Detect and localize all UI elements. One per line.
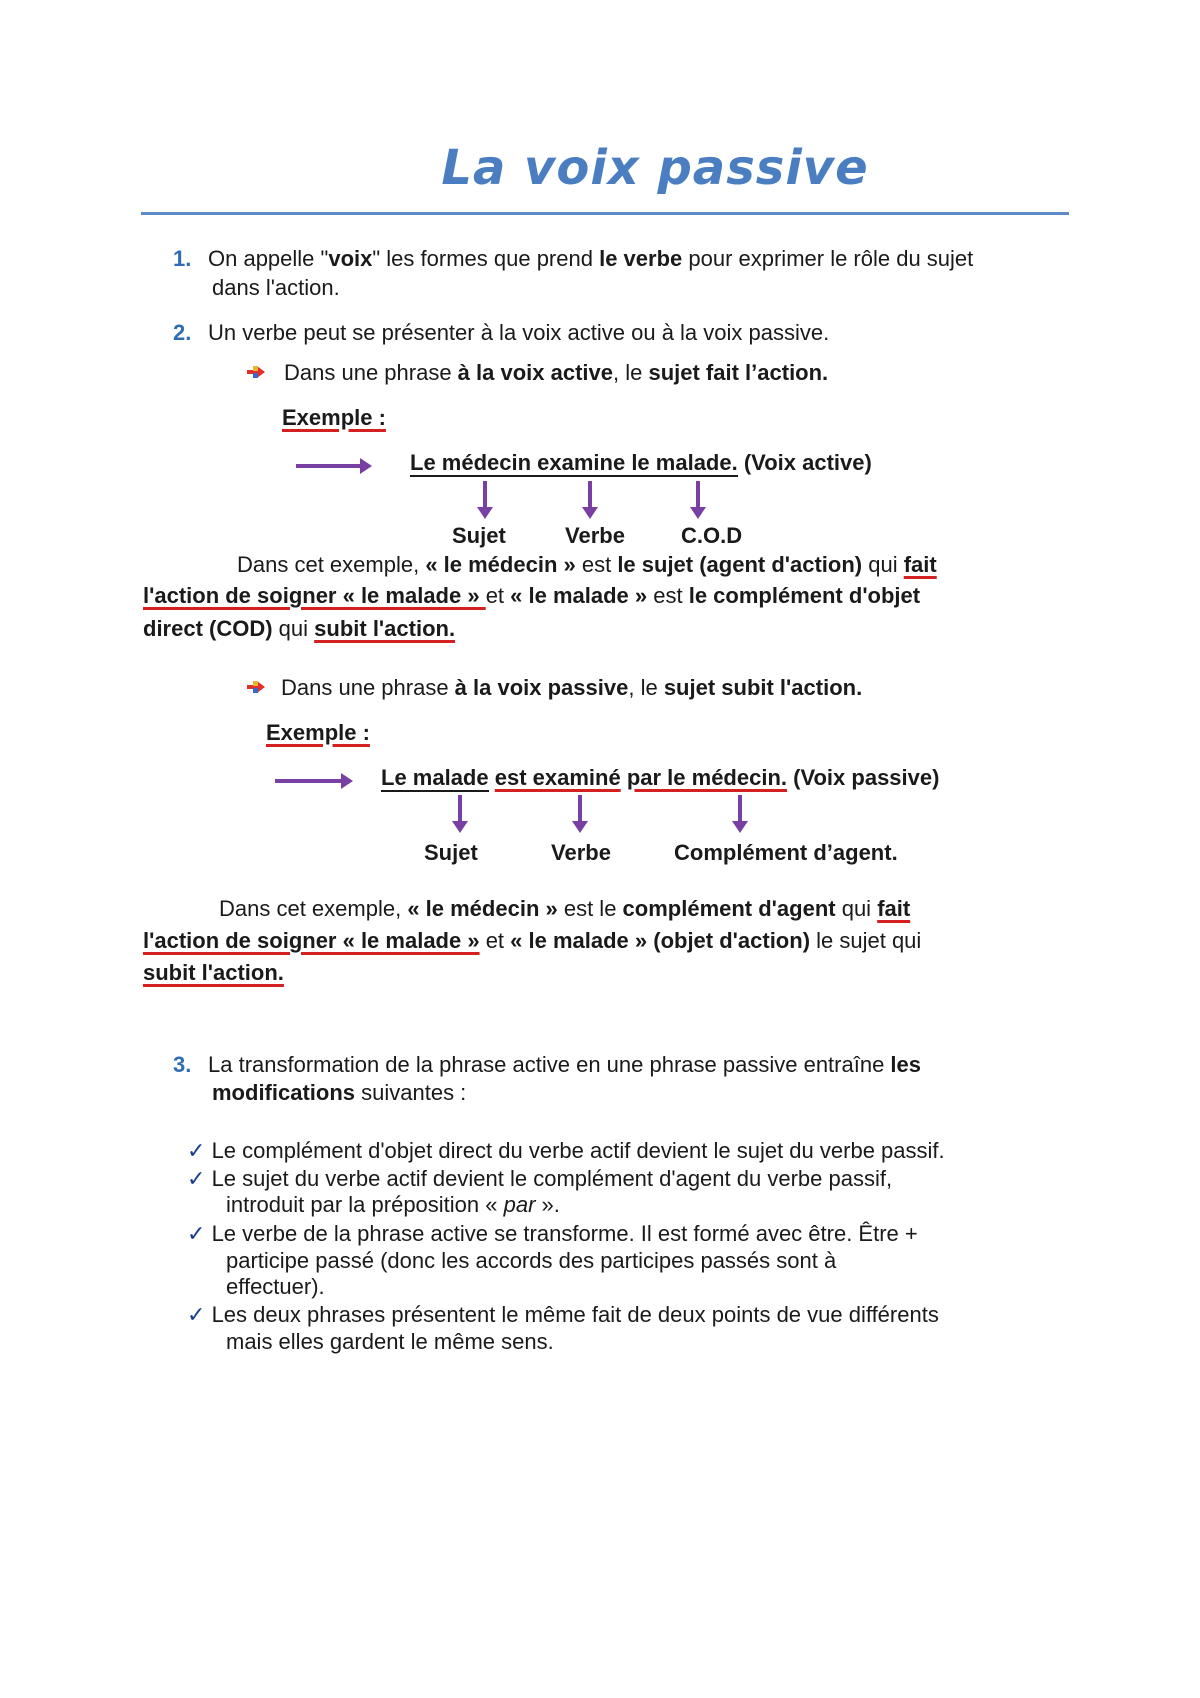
down-arrow-icon: [578, 795, 582, 823]
checklist-item: ✓ Les deux phrases présentent le même fait de deux points de vue différents: [187, 1302, 939, 1327]
checklist-item: ✓ Le sujet du verbe actif devient le complément d'agent du verbe passif,: [187, 1166, 893, 1191]
item-number: 1.: [173, 246, 192, 271]
checklist-item-continuation: introduit par la préposition « par ».: [226, 1192, 560, 1217]
passive-explanation-line-1: Dans cet exemple, « le médecin » est le complément d'agent qui fait: [219, 896, 911, 921]
arrow-bullet-icon: [245, 679, 267, 695]
passive-sentence: Le malade est examiné par le médecin. (Voix passive): [381, 765, 940, 790]
active-example-label: Exemple :: [282, 405, 386, 430]
active-label-subject: Sujet: [452, 523, 506, 548]
checklist-item-continuation: effectuer).: [226, 1274, 325, 1299]
item-2-text: Un verbe peut se présenter à la voix active ou à la voix passive.: [208, 320, 830, 345]
passive-example-label: Exemple :: [266, 720, 370, 745]
active-sentence: Le médecin examine le malade. (Voix active): [410, 450, 872, 475]
item-3-number: 3.: [173, 1052, 192, 1077]
arrow-bullet-icon: [245, 364, 267, 380]
checklist-item-continuation: participe passé (donc les accords des participes passés sont à: [226, 1248, 837, 1273]
active-explanation-line-3: direct (COD) qui subit l'action.: [143, 616, 456, 641]
down-arrow-icon: [738, 795, 742, 823]
active-label-cod: C.O.D: [681, 523, 743, 548]
active-explanation-line-1: Dans cet exemple, « le médecin » est le sujet (agent d'action) qui fait: [237, 552, 937, 577]
down-arrow-icon: [696, 481, 700, 509]
check-icon: ✓: [187, 1138, 206, 1163]
check-icon: ✓: [187, 1221, 206, 1246]
passive-label-verb: Verbe: [551, 840, 611, 865]
checklist-item: ✓ Le complément d'objet direct du verbe actif devient le sujet du verbe passif.: [187, 1138, 945, 1163]
checklist-item: ✓ Le verbe de la phrase active se transforme. Il est formé avec être. Être +: [187, 1221, 918, 1246]
item-1-line-1: On appelle "voix" les formes que prend le verbe pour exprimer le rôle du sujet: [208, 246, 974, 271]
down-arrow-icon: [458, 795, 462, 823]
down-arrow-icon: [483, 481, 487, 509]
down-arrow-icon: [588, 481, 592, 509]
passive-intro: Dans une phrase à la voix passive, le sujet subit l'action.: [281, 675, 863, 700]
item-2-number: 2.: [173, 320, 192, 345]
item-3-line-2: modifications suivantes :: [212, 1080, 467, 1105]
page-title: La voix passive: [441, 140, 869, 196]
item-1-line-2: dans l'action.: [212, 275, 340, 300]
passive-label-agent: Complément d’agent.: [674, 840, 898, 865]
active-explanation-line-2: l'action de soigner « le malade » et « le malade » est le complément d'objet: [143, 583, 921, 608]
right-arrow-icon: [296, 464, 362, 468]
passive-label-subject: Sujet: [424, 840, 478, 865]
check-icon: ✓: [187, 1302, 206, 1327]
checklist-item-continuation: mais elles gardent le même sens.: [226, 1329, 554, 1354]
item-3-line-1: La transformation de la phrase active en une phrase passive entraîne les: [208, 1052, 922, 1077]
passive-explanation-line-2: l'action de soigner « le malade » et « le malade » (objet d'action) le sujet qui: [143, 928, 922, 953]
item-1-number: [173, 246, 191, 272]
passive-explanation-line-3: subit l'action.: [143, 960, 284, 985]
active-intro: Dans une phrase à la voix active, le sujet fait l’action.: [284, 360, 829, 385]
check-icon: ✓: [187, 1166, 206, 1191]
right-arrow-icon: [275, 779, 343, 783]
active-label-verb: Verbe: [565, 523, 625, 548]
title-divider: [141, 212, 1069, 215]
